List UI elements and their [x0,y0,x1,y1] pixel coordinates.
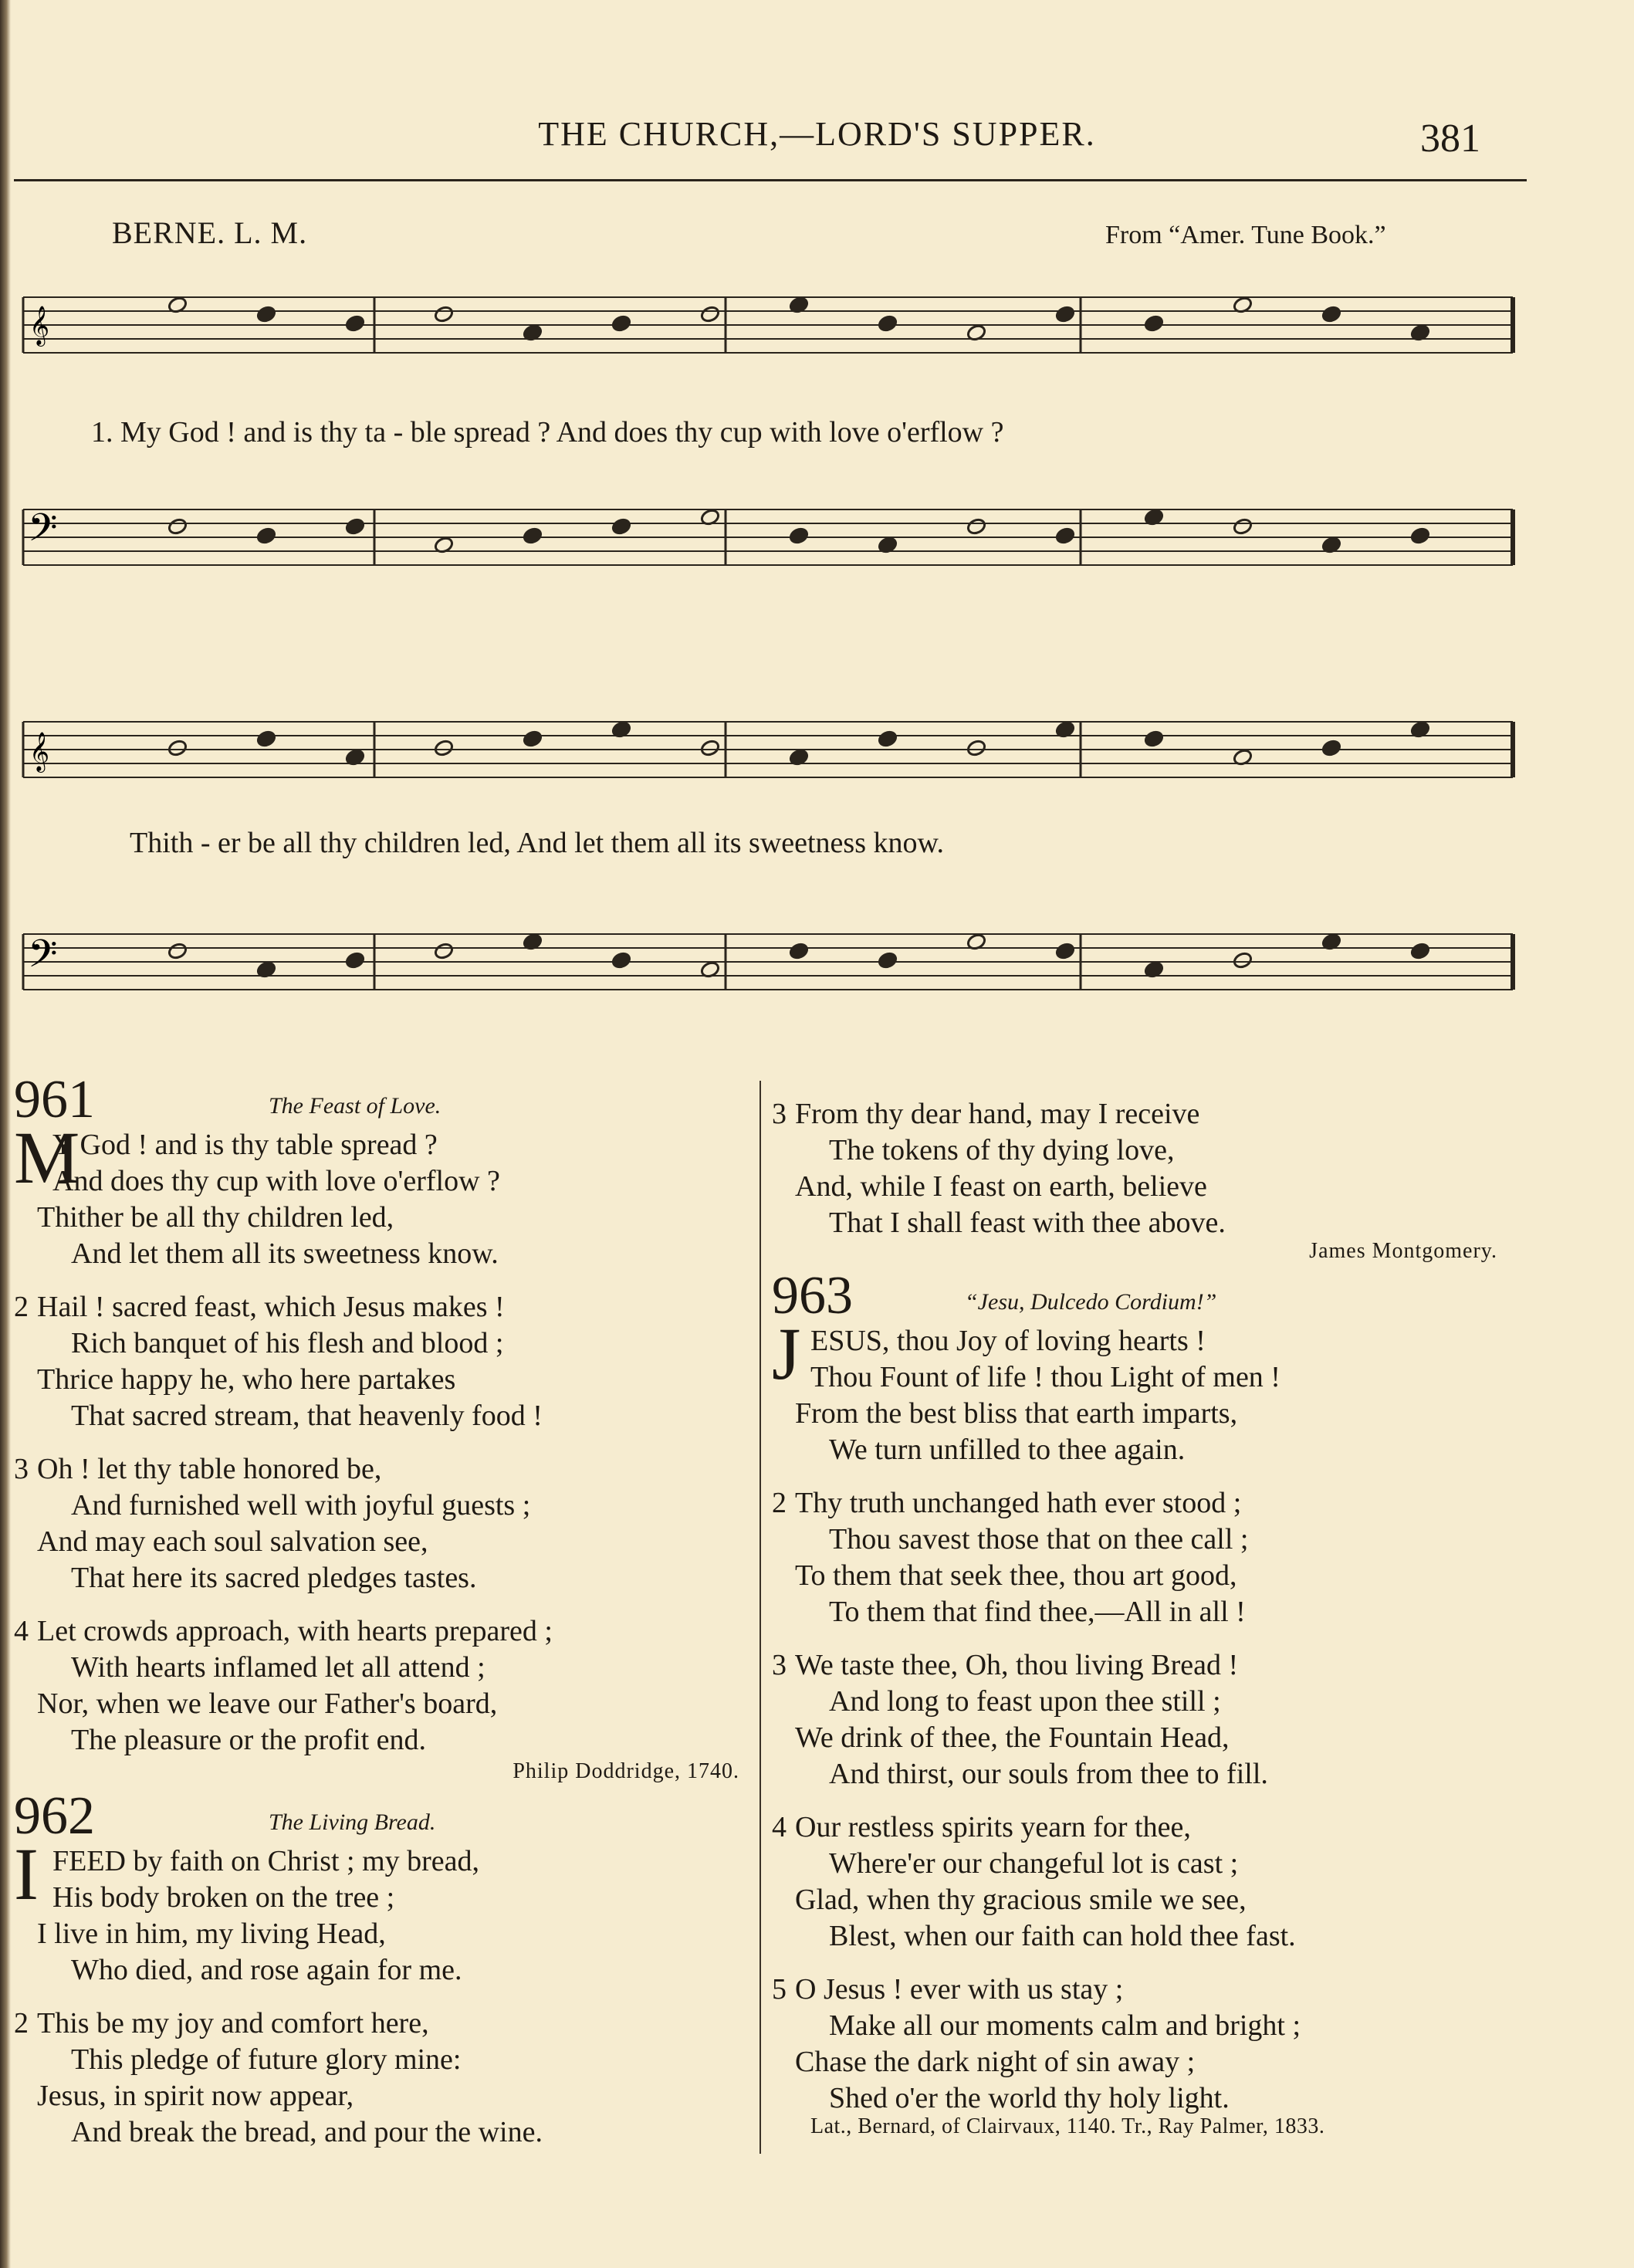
hymn-number: 963 [772,1266,853,1325]
verse-line: Let crowds approach, with hearts prepared ; [37,1615,553,1647]
drop-cap: I [14,1833,39,1915]
note-head [878,729,898,748]
verse-line: And does thy cup with love o'erflow ? [52,1165,500,1197]
stanza-number: 3 [14,1453,29,1485]
note-head [1144,314,1165,333]
note-head [1055,305,1076,323]
hymn-number: 961 [14,1070,95,1129]
staff-lines [23,297,1513,990]
hymn-963-stanza-2 [772,1485,1513,1630]
note-head [1055,526,1076,545]
hymn-963-attribution: Lat., Bernard, of Clairvaux, 1140. Tr., Ray Palmer, 1833. [810,2114,1325,2138]
verse-line: Nor, when we leave our Father's board, [37,1687,498,1720]
verse-line: Y God ! and is thy table spread ? [52,1129,438,1161]
drop-cap: M [14,1116,80,1199]
note-head [1410,942,1431,960]
stanza-number: 4 [14,1615,29,1647]
stanza-number: 5 [772,1973,787,2006]
note-heads [167,296,1431,979]
hymn-962-stanza-2 [14,2006,755,2151]
hymn-962-stanza-3 [772,1096,1513,1241]
hymn-961-stanza-3 [14,1451,755,1596]
verse-line: Rich banquet of his flesh and blood ; [71,1327,504,1359]
tune-lyric-line-1: 1. My God ! and is thy ta - ble spread ? And does thy cup with love o'erflow ? [91,416,1004,449]
hymn-961-heading [14,1070,755,1129]
note-head [878,951,898,970]
verse-line: The tokens of thy dying love, [829,1134,1175,1166]
verse-line: This be my joy and comfort here, [37,2007,429,2040]
verse-line: With hearts inflamed let all attend ; [71,1651,485,1684]
note-head [167,517,188,536]
note-head [434,305,455,323]
note-head [1321,739,1342,757]
verse-line: To them that seek thee, thou art good, [795,1559,1237,1592]
page-number: 381 [1420,117,1480,161]
verse-line: That I shall feast with thee above. [829,1207,1226,1239]
note-head [345,517,366,536]
note-head [1233,517,1253,536]
verse-line: We turn unfilled to thee again. [829,1434,1186,1466]
verse-line: And may each soul salvation see, [37,1525,428,1558]
note-head [345,951,366,970]
note-head [434,942,455,960]
hymn-963-stanza-5 [772,1972,1513,2117]
verse-line: Thrice happy he, who here partakes [37,1363,456,1396]
note-head [167,739,188,757]
hymn-963-stanza-4 [772,1809,1513,1955]
note-head [523,729,543,748]
verse-line: And long to feast upon thee still ; [829,1685,1221,1718]
hymn-number: 962 [14,1786,95,1846]
note-head [167,942,188,960]
verse-line: Chase the dark night of sin away ; [795,2046,1196,2078]
hymn-961-stanza-2 [14,1289,755,1434]
stanza-number: 3 [772,1098,787,1130]
verse-line: We drink of thee, the Fountain Head, [795,1721,1230,1754]
note-head [1321,305,1342,323]
verse-line: And furnished well with joyful guests ; [71,1489,531,1522]
verse-line: Thou savest those that on thee call ; [829,1523,1249,1555]
verse-line: This pledge of future glory mine: [71,2043,462,2076]
verse-line: That here its sacred pledges tastes. [71,1562,477,1594]
note-head [878,314,898,333]
note-head [611,314,632,333]
note-head [611,517,632,536]
note-head [256,305,277,323]
right-column [772,1096,1513,2140]
tune-name: BERNE. L. M. [112,215,308,250]
bass-clef-icon: 𝄢 [28,506,58,560]
hymn-962-author: James Montgomery. [1309,1239,1497,1263]
treble-clef-icon: 𝄞 [29,306,50,345]
note-head [345,314,366,333]
note-head [789,526,810,545]
verse-line: Who died, and rose again for me. [71,1954,462,1986]
tune-source: From “Amer. Tune Book.” [1105,221,1386,249]
note-head [789,942,810,960]
verse-line: FEED by faith on Christ ; my bread, [52,1845,480,1877]
verse-line: We taste thee, Oh, thou living Bread ! [795,1649,1239,1681]
hymn-961-stanza-4 [14,1613,755,1759]
bass-clef-icon: 𝄢 [28,932,58,986]
verse-line: Our restless spirits yearn for thee, [795,1811,1191,1843]
verse-line: Oh ! let thy table honored be, [37,1453,382,1485]
verse-line: And thirst, our souls from thee to fill. [829,1758,1268,1790]
hymn-title: “Jesu, Dulcedo Cordium!” [965,1289,1217,1315]
stanza-number: 2 [772,1487,787,1519]
hymn-962-heading [14,1786,755,1846]
music-score [0,0,1634,1050]
note-head [1410,526,1431,545]
hymn-962-stanza-1 [14,1833,755,1989]
verse-line: ESUS, thou Joy of loving hearts ! [810,1325,1206,1357]
hymn-963-stanza-1 [772,1312,1513,1468]
running-head: THE CHURCH,—LORD'S SUPPER. [538,115,1096,153]
verse-line: And, while I feast on earth, believe [795,1170,1207,1203]
verse-line: Jesus, in spirit now appear, [37,2080,354,2112]
stanza-number: 4 [772,1811,787,1843]
note-head [434,739,455,757]
verse-line: O Jesus ! ever with us stay ; [795,1973,1124,2006]
note-head [1233,951,1253,970]
treble-clef-icon: 𝄞 [29,732,50,771]
verse-line: The pleasure or the profit end. [71,1724,427,1756]
hymn-963-stanza-3 [772,1647,1513,1792]
verse-line: Thither be all thy children led, [37,1201,394,1234]
verse-line: And break the bread, and pour the wine. [71,2116,543,2148]
hymn-961-stanza-1 [14,1116,755,1272]
verse-line: His body broken on the tree ; [52,1881,395,1914]
stanza-number: 3 [772,1649,787,1681]
verse-line: Hail ! sacred feast, which Jesus makes ! [37,1291,505,1323]
verse-line: Glad, when thy gracious smile we see, [795,1884,1247,1916]
verse-line: Thy truth unchanged hath ever stood ; [795,1487,1242,1519]
note-head [966,517,987,536]
note-head [1055,942,1076,960]
verse-line: From thy dear hand, may I receive [795,1098,1200,1130]
verse-line: Thou Fount of life ! thou Light of men ! [810,1361,1280,1393]
note-head [1144,729,1165,748]
note-head [700,305,721,323]
verse-line: And let them all its sweetness know. [71,1237,499,1270]
note-head [523,526,543,545]
column-divider [759,1081,761,2154]
stanza-number: 2 [14,1291,29,1323]
hymn-title: The Feast of Love. [269,1093,441,1119]
note-head [256,526,277,545]
hymn-title: The Living Bread. [269,1809,436,1835]
note-head [966,739,987,757]
note-head [611,951,632,970]
verse-line: Shed o'er the world thy holy light. [829,2082,1230,2114]
tune-lyric-line-2: Thith - er be all thy children led, And let them all its sweetness know. [130,827,944,859]
verse-line: Blest, when our faith can hold thee fast. [829,1920,1296,1952]
hymn-961-author: Philip Doddridge, 1740. [513,1759,739,1783]
note-head [256,729,277,748]
verse-line: That sacred stream, that heavenly food ! [71,1400,543,1432]
verse-line: Make all our moments calm and bright ; [829,2009,1301,2042]
note-head [700,739,721,757]
verse-line: I live in him, my living Head, [37,1918,386,1950]
drop-cap: J [772,1312,801,1395]
verse-line: To them that find thee,—All in all ! [829,1596,1246,1628]
verse-line: Where'er our changeful lot is cast ; [829,1847,1239,1880]
stanza-number: 2 [14,2007,29,2040]
verse-line: From the best bliss that earth imparts, [795,1397,1238,1430]
left-column [14,1070,755,2168]
hymn-963-heading [772,1266,1513,1325]
